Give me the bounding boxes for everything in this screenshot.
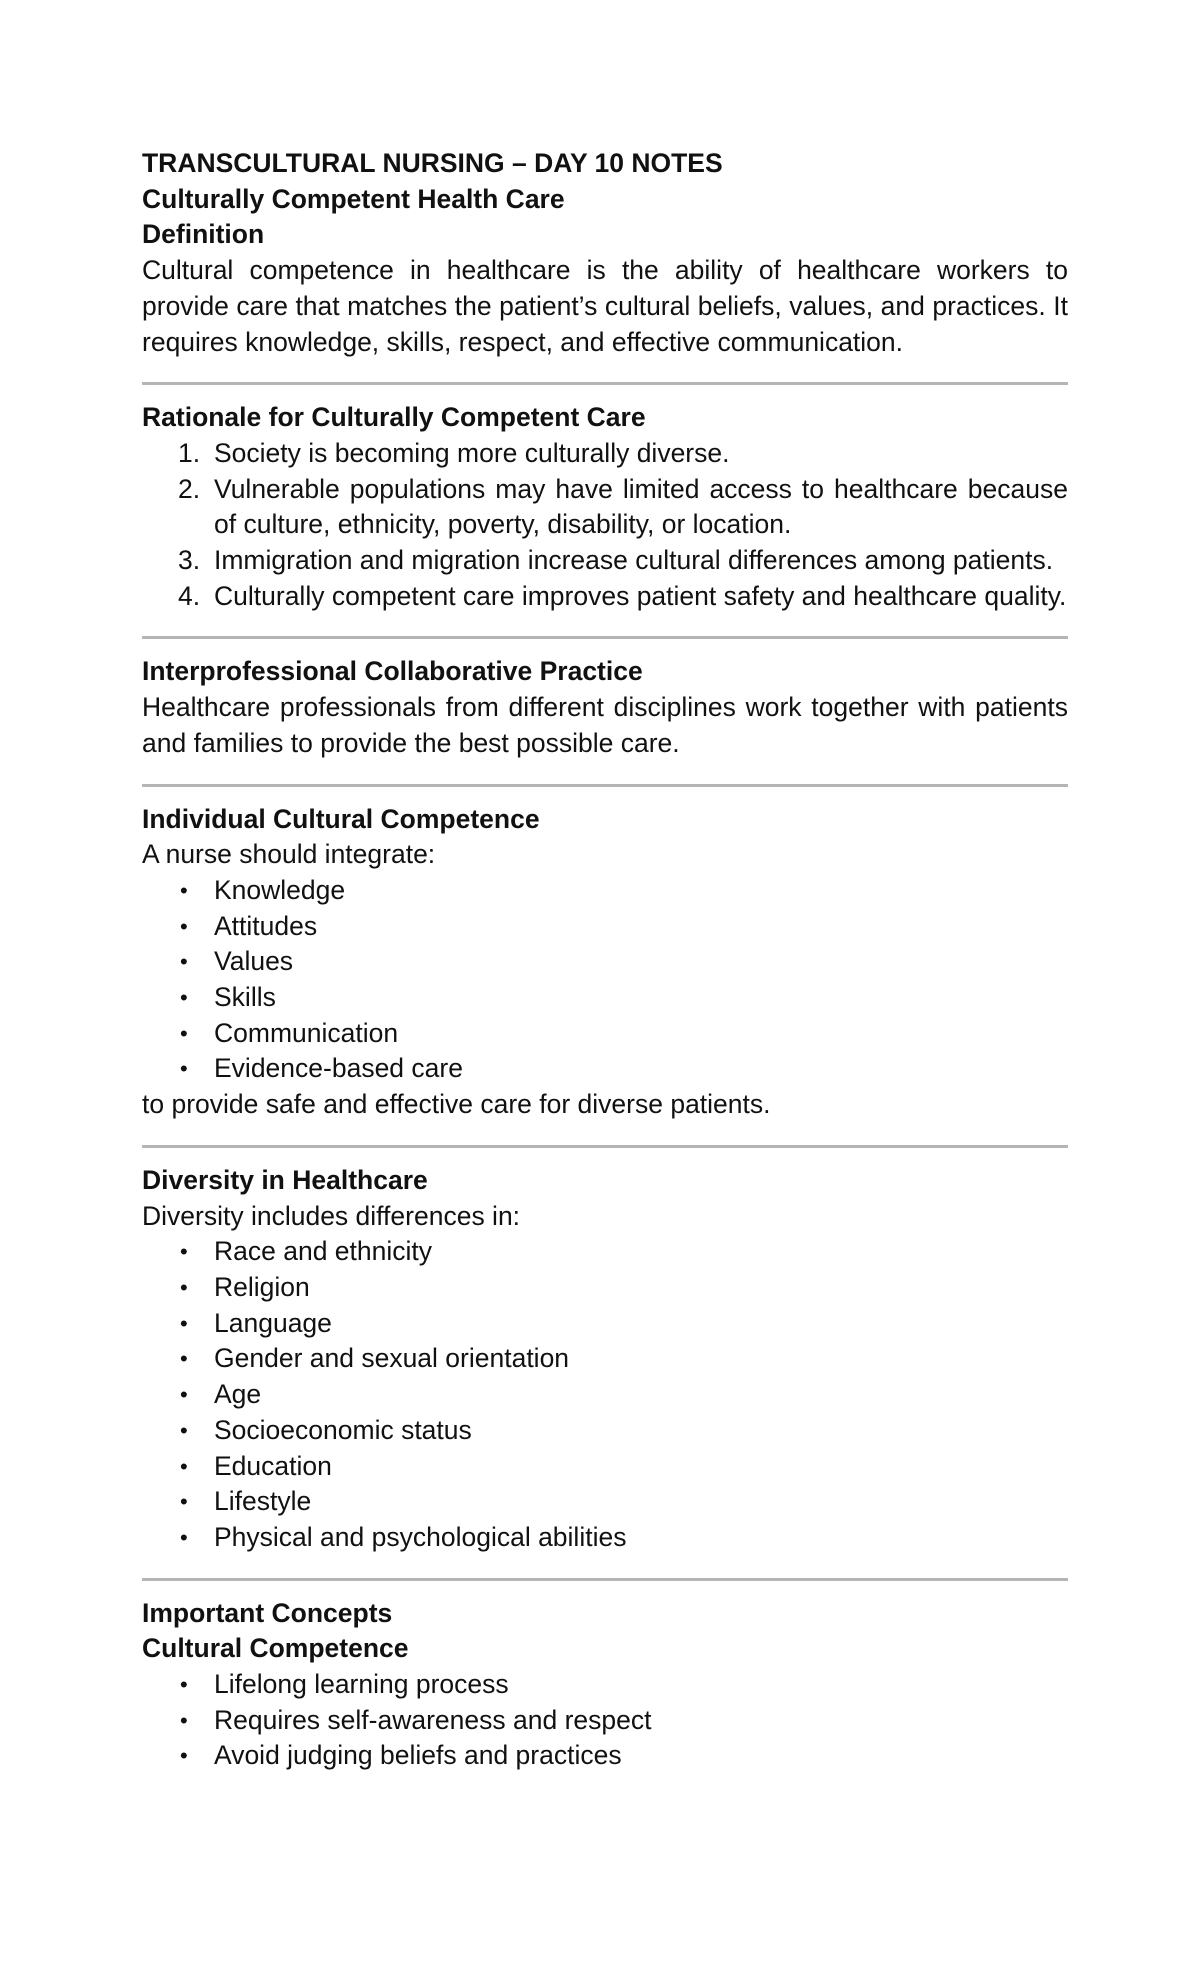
list-item-text: Attitudes (214, 910, 318, 941)
list-item-text: Avoid judging beliefs and practices (214, 1740, 622, 1771)
bullet-icon: • (180, 985, 188, 1011)
section-divider (142, 382, 1068, 385)
definition-text: Cultural competence in healthcare is the ability of healthcare workers to provide care that matches the patient’s cultural beliefs, values, and practices. It requires knowledge, skills, respect, and effective communication. (142, 255, 1068, 357)
bullet-icon: • (180, 1453, 188, 1479)
list-item-text: Education (214, 1450, 332, 1481)
list-item (142, 1377, 1068, 1413)
list-item-text: Age (214, 1379, 262, 1410)
list-number: 2. (178, 473, 201, 504)
list-item (142, 1016, 1068, 1052)
list-item-text: Gender and sexual orientation (214, 1343, 570, 1374)
list-item (142, 1484, 1068, 1520)
list-item (142, 1234, 1068, 1270)
diversity-intro: Diversity includes differences in: (142, 1200, 521, 1231)
list-item-text: Evidence-based care (214, 1053, 463, 1084)
bullet-icon: • (180, 1672, 188, 1698)
bullet-icon: • (180, 1524, 188, 1550)
list-item (142, 873, 1068, 909)
list-item (142, 1270, 1068, 1306)
list-item (142, 1413, 1068, 1449)
rationale-item-text: Culturally competent care improves patient safety and healthcare quality. (214, 580, 1067, 611)
list-item (142, 1520, 1068, 1556)
list-item-text: Religion (214, 1271, 310, 1302)
list-item-text: Communication (214, 1017, 399, 1048)
rationale-list (142, 436, 1068, 615)
bullet-icon: • (180, 1056, 188, 1082)
rationale-item-text: Society is becoming more culturally diverse. (214, 437, 730, 468)
section-divider (142, 784, 1068, 787)
list-item (142, 1703, 1068, 1739)
bullet-icon: • (180, 1417, 188, 1443)
bullet-icon: • (180, 1707, 188, 1733)
section-divider (142, 1145, 1068, 1148)
concepts-heading: Important Concepts (142, 1597, 393, 1628)
list-item-text: Skills (214, 982, 276, 1013)
bullet-icon: • (180, 1489, 188, 1515)
definition-heading: Definition (142, 219, 265, 250)
rationale-item-text: Immigration and migration increase cultural differences among patients. (214, 545, 1054, 576)
list-item (142, 1738, 1068, 1774)
individual-heading: Individual Cultural Competence (142, 803, 540, 834)
bullet-icon: • (180, 1310, 188, 1336)
rationale-heading: Rationale for Culturally Competent Care (142, 402, 646, 433)
document-subtitle: Culturally Competent Health Care (142, 183, 565, 214)
rationale-item (142, 543, 1068, 579)
list-number: 3. (178, 545, 201, 576)
list-item (142, 944, 1068, 980)
individual-outro: to provide safe and effective care for diverse patients. (142, 1089, 771, 1120)
list-item-text: Physical and psychological abilities (214, 1521, 627, 1552)
list-number: 1. (178, 437, 201, 468)
list-item (142, 1051, 1068, 1087)
bullet-icon: • (180, 1743, 188, 1769)
rationale-item (142, 436, 1068, 472)
list-item (142, 909, 1068, 945)
list-item (142, 980, 1068, 1016)
individual-list (142, 873, 1068, 1087)
section-divider (142, 1578, 1068, 1581)
list-item (142, 1667, 1068, 1703)
list-item-text: Lifelong learning process (214, 1669, 509, 1700)
concepts-list (142, 1667, 1068, 1774)
rationale-item (142, 472, 1068, 543)
individual-intro: A nurse should integrate: (142, 839, 436, 870)
bullet-icon: • (180, 1020, 188, 1046)
list-number: 4. (178, 580, 201, 611)
collaborative-heading: Interprofessional Collaborative Practice (142, 656, 643, 687)
notes-content (142, 146, 1068, 1774)
bullet-icon: • (180, 1274, 188, 1300)
list-item-text: Race and ethnicity (214, 1236, 433, 1267)
rationale-item-text: Vulnerable populations may have limited access to healthcare because of culture, ethnicity, poverty, disability, or location. (214, 473, 1068, 540)
list-item-text: Lifestyle (214, 1486, 312, 1517)
bullet-icon: • (180, 877, 188, 903)
concepts-subheading: Cultural Competence (142, 1633, 409, 1664)
bullet-icon: • (180, 1239, 188, 1265)
section-divider (142, 636, 1068, 639)
list-item-text: Knowledge (214, 874, 346, 905)
list-item-text: Values (214, 946, 294, 977)
list-item (142, 1306, 1068, 1342)
document-title: TRANSCULTURAL NURSING – DAY 10 NOTES (142, 148, 723, 178)
bullet-icon: • (180, 1346, 188, 1372)
diversity-list (142, 1234, 1068, 1555)
list-item-text: Requires self-awareness and respect (214, 1704, 652, 1735)
list-item-text: Socioeconomic status (214, 1414, 472, 1445)
list-item (142, 1341, 1068, 1377)
bullet-icon: • (180, 1382, 188, 1408)
list-item (142, 1449, 1068, 1485)
list-item-text: Language (214, 1307, 332, 1338)
rationale-item (142, 579, 1068, 615)
diversity-heading: Diversity in Healthcare (142, 1164, 428, 1195)
bullet-icon: • (180, 913, 188, 939)
collaborative-text: Healthcare professionals from different disciplines work together with patients and families to provide the best possible care. (142, 692, 1068, 758)
bullet-icon: • (180, 949, 188, 975)
